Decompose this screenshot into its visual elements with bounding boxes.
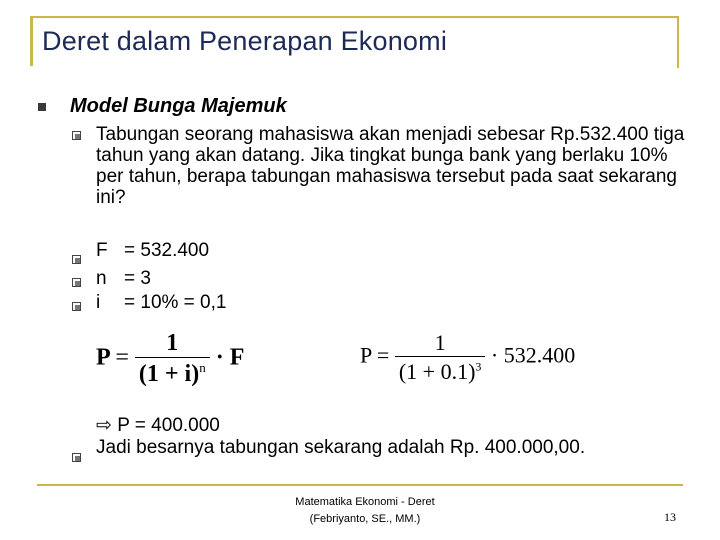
title-frame-top [30,16,678,18]
formula-denominator-base: (1 + 0.1) [398,359,476,384]
formula-lhs: P [96,344,110,371]
formula-eq: = [376,342,390,368]
formula-numerator: 1 [434,330,446,355]
variable-value: = 10% = 0,1 [124,292,227,313]
formula-exponent: 3 [475,359,482,374]
formula-denominator [135,357,210,388]
variable-name: n [96,268,107,289]
formula-multiplier: · 532.400 [490,342,576,368]
variable-value: = 532.400 [124,240,210,261]
footer-course: Matematika Ekonomi - Deret [295,496,435,508]
formula-denominator [395,356,486,385]
footer-author: (Febriyanto, SE., MM.) [309,513,421,525]
formula-fraction [135,330,210,388]
formula-denominator-base: (1 + i) [138,361,200,387]
footer-divider [37,484,683,486]
page-number: 13 [664,510,676,524]
slide-title: Deret dalam Penerapan Ekonomi [42,26,448,56]
answer-line [96,414,220,437]
formula-exponent: n [199,360,206,375]
hollow-bullet-icon [72,131,81,140]
hollow-bullet-icon [72,278,81,287]
formula-fraction [395,330,486,385]
formula-multiplier: · F [215,344,245,371]
variable-name: F [96,240,108,261]
right-arrow-icon: ⇨ [96,415,112,436]
formula-eq: = [115,344,129,371]
hollow-bullet-icon [72,255,81,264]
title-frame-right [677,16,679,68]
formula-general [96,330,244,388]
conclusion-text: Jadi besarnya tabungan sekarang adalah Rp. 400.000,00. [96,437,586,458]
answer-text: P = 400.000 [117,415,220,436]
variable-name: i [96,292,101,313]
formula-specific [360,330,575,385]
hollow-bullet-icon [72,453,81,462]
footer-caption [250,494,480,528]
variable-value: = 3 [124,268,151,289]
bullet-square-icon [38,103,46,111]
formula-numerator: 1 [166,330,179,356]
section-heading: Model Bunga Majemuk [70,95,287,117]
hollow-bullet-icon [72,302,81,311]
problem-text: Tabungan seorang mahasiswa akan menjadi sebesar Rp.532.400 tiga tahun yang akan datang. Jika tingkat bunga bank yang berlaku 10% per tahun, berapa tabungan mahasiswa tersebut pada saat sekarang ini? [96,124,685,208]
title-frame-left [30,16,33,66]
formula-lhs: P [360,342,372,368]
